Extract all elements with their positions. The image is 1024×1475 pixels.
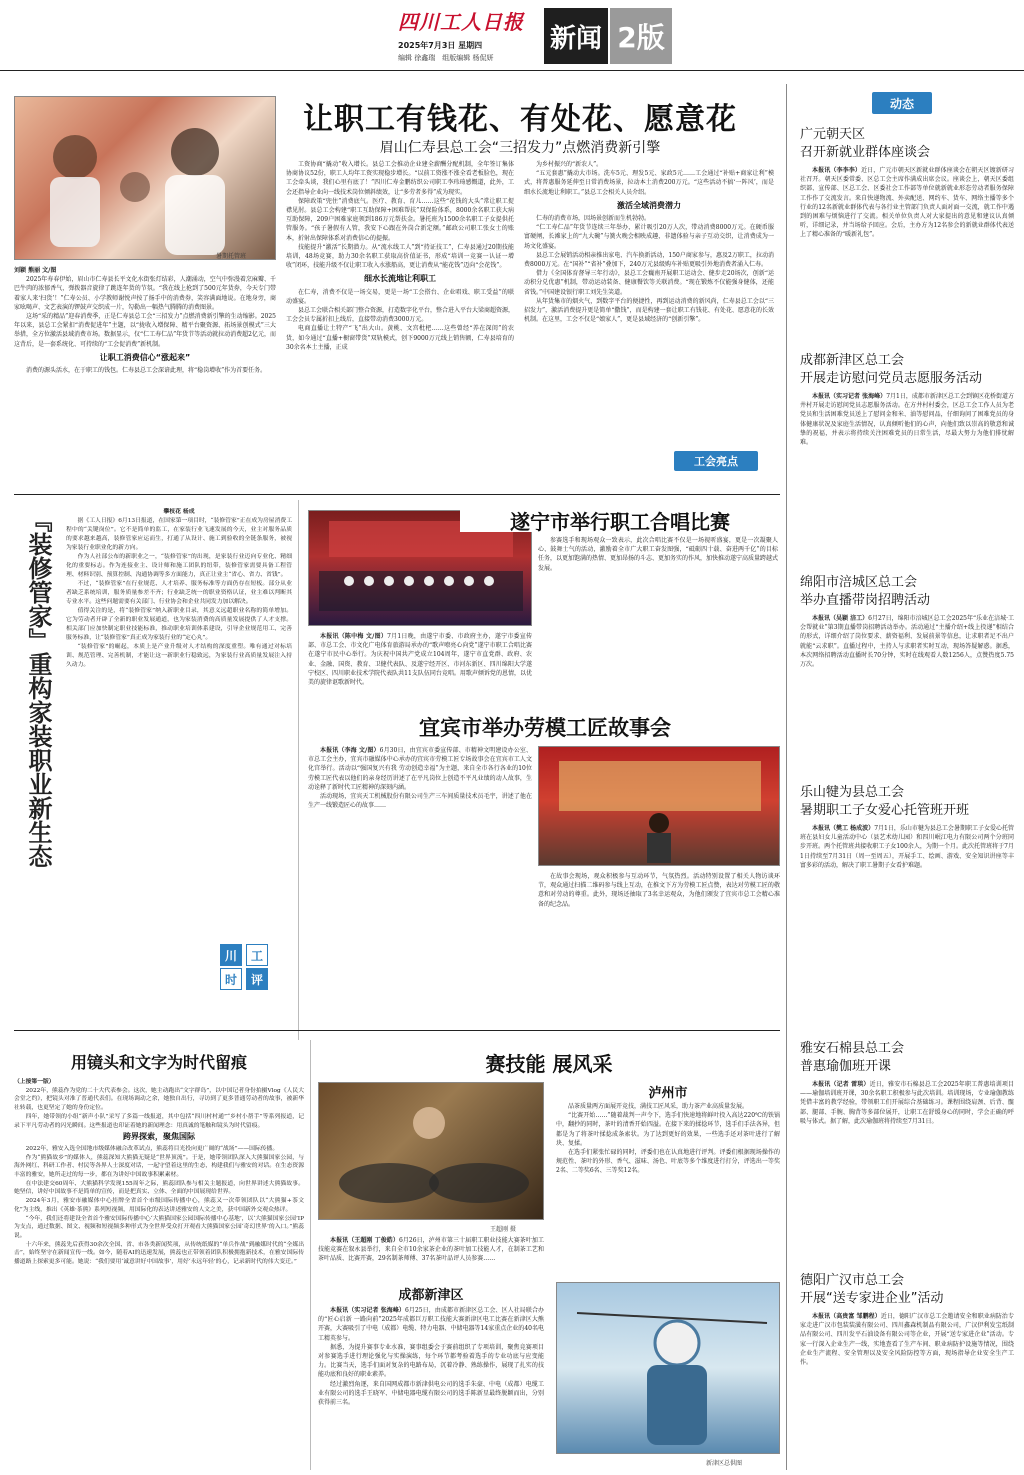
electrician-icon xyxy=(557,1283,781,1455)
lens-headline: 用镜头和文字为时代留痕 xyxy=(70,1053,247,1072)
lead-paragraph: “仁工寿仁品”年货节连续三年举办，累计吸引20万人次，带动消费8000万元。在硬币服富硬闸，长滩家上的“九大碗”与簧火晚会相映成趣，非遗体验与亲子互动交织，让消费成为一场文化盛宴。 xyxy=(524,224,774,250)
chengdu-title: 成都新津区 xyxy=(398,1288,464,1302)
sidebar-item-byline: 本报讯（樊工 杨成波） xyxy=(812,825,875,832)
lead-subhead: 细水长流地让利职工 xyxy=(364,274,436,284)
lead-paragraph: 这场“采的精品”迎春消费季，正是仁寿县总工会“三招发力”点燃消费新引擎的生动缩影。2025年以来，县总工会紧扣“消费促进年”主题，以“拢收入增保障、精平台聚资源、拓场景创模式”三大举措，全方位激活县域消费市场。数据显示，仅“仁工寿仁品”年货节等活动就拉动消费超2亿元，而这背后，是一套系统化、可持续的“工会促消费”新机制。 xyxy=(14,313,276,348)
yibin-photo xyxy=(538,746,780,866)
newspaper-logo: 四川工人日报 xyxy=(398,10,524,34)
lead-paragraph: 从年货集市的烟火气，到数字平台的便捷性，再到运动消费的新风尚，仁寿县总工会以“三招发力”，激活消费提升更是简单“撒钱”，而是构建一套让职工有钱花、有处花、愿意花的长效机制。在这里，工会不仅是“娘家人”，更是县域经济的“创新引擎”。 xyxy=(524,297,774,324)
column-divider xyxy=(310,1040,311,1470)
lens-subhead: 跨界探索，聚焦国际 xyxy=(123,1132,195,1142)
sidebar-item xyxy=(800,1040,1014,1264)
suining-paragraph: 参赛选手和现场观众一致表示，此次合唱比赛不仅是一场视听盛宴，更是一次凝聚人心、鼓舞士气的活动，激励着全市广大职工奋发图强，“砥砺四十载、奋进两千亿”的目标任务，以更加饱满的热情、更加昂扬的斗志、更加务实的作风，加快推动遂宁高质量跨越式发展。 xyxy=(538,537,778,572)
yibin-byline: 本报讯（李海 文/图） xyxy=(320,747,380,754)
chengdu-paragraph: 6月25日，由成都市新津区总工会、区人社局联合办的“匠心启新 一路向前”2025年成都巨万职工技能大赛新津区电工比赛在新津区大熊开赛，大赛吸引了中电（成都）电缆、特力电器、中储电器等14家重点企业的40名电工精英参与。 xyxy=(318,1307,544,1342)
lens-paragraph: 四年，她带领的小组“新声小队”采写了多篇一线报道，其中包括“四川村村通”“乡村小帮手”等系列报道，记录下平凡劳动者的闪光瞬间。这些报道也印证着她的新闻理念：用真诚的笔触和镜头为时代留痕。 xyxy=(14,1113,304,1129)
commentary-paragraph: 值得关注的是，将“装修管家”纳入新职业目录，其意义远超职业名称的简单增加。它为劳动者开辟了全新的职业发展通道，也为家装消费的高质量发展提供了人才支撑。相关部门应加快制定职业技能标准，推动职业培训体系建设，引导企业规范用工、完善服务标准，让“装修管家”真正成为家装行业的“定心丸”。 xyxy=(66,608,292,641)
lead-paragraph: 为乡村振兴的“新农人”。 xyxy=(536,161,603,168)
lead-headline: 让职工有钱花、有处花、愿意花 xyxy=(303,102,737,136)
sidebar-item xyxy=(800,352,1014,564)
suining-byline: 本报讯（陈中梅 文/图） xyxy=(320,633,388,640)
luzhou-title: 泸州市 xyxy=(648,1086,688,1100)
lead-paragraph: 县总工会展销活动相亲推出家电、汽车换新活动，150户商家参与，惠及2万职工，拉动消费8000万元。在“国补”“省补”叠加下，240万元县级购车补贴更吸引外地消费者涌入仁寿。 xyxy=(524,251,774,269)
sidebar-item-text: 7月1日，成都市新津区总工会到镇区花桥街道方井村开展走访慰问党员志愿服务活动。在方井村村委会，区总工会工作人员为老党员和生活困难党员送上了慰问金和米、油等慰问品，仔细询问了困难党员的身体健康状况及家庭生活情况，认真倾听他们的心声，向他们致以崇高的敬意和诚挚的祝福，并表示将持续关注困难党员的日常生活，尽最大努力为他们排忧解难。 xyxy=(800,393,1014,447)
tag-char-2: 工 xyxy=(246,944,268,966)
lens-body xyxy=(14,1078,304,1466)
lens-paragraph: 2024年3月，雅安市融媒体中心挂牌全省首个市级国际传播中心，熊蕊又一次带领团队以“大熊猫+茶文化”为主线，推出《英雄·茶熊》系列短视频，用国际化的表达讲述雅安的人文之美，获中国新外交观众热评。 xyxy=(14,1198,304,1213)
sidebar-item-title: 广元朝天区 召开新就业群体座谈会 xyxy=(800,127,931,160)
chengdu-byline: 本报讯（实习记者 张海峰） xyxy=(330,1307,406,1314)
luzhou-byline: 本报讯（王超刚 丁俊皓） xyxy=(330,1237,399,1244)
sidebar-item-text: 近日，德阳广汉市总工会邀请安全和职业病防治专家走进广汉市包装装潢有限公司、四川鑫森机制品有限公司，广汉伊利发宝纸制品有限公司、四川发平石油设备有限公司等企业，开展“送专家进企业”活动。专家一行深入企业生产一线，实地查看了生产车间、职业病防护设施等情况，围绕企业生产流程、安全管理以及安全风险防控等方面，现场指导企业安全生产工作。 xyxy=(800,1313,1014,1367)
children-photo-icon xyxy=(15,97,277,261)
yibin-paragraph: 活动现场，宜宾天工机械股份有限公司生产三车间质量技术员毛宇，讲述了他在生产一线锻造匠心的故事…… xyxy=(308,793,532,810)
lead-subheadline: 眉山仁寿县总工会“三招发力”点燃消费新引擎 xyxy=(379,140,661,155)
craft-headline: 赛技能 展风采 xyxy=(485,1052,613,1074)
lead-bottom-rule xyxy=(14,494,780,495)
commentary-paragraph: 不过，“装修管家”在行业规范、人才培养、服务标准等方面仍存在短板。部分从业者缺乏系统培训，服务质量参差不齐；行业缺乏统一的职业资格认证，业主难以判断其专业水平。这些问题需要有关部门、行业协会和企业共同发力加以解决。 xyxy=(66,581,292,605)
sidebar-item-text: 6月27日，绵阳市涪城区总工会2025年“乐业在涪城·工会帮就业”第3期直播带岗招聘活动举办。活动通过“主播介绍+线上投递”相结合的形式，详细介绍了岗位要求、薪资福利、发展前景等信息，让求职者足不出户就能“云求职”。直播过程中，主持人与求职者实时互动，现场答疑解惑。据悉，本次网络招聘活动直播时长70分钟，实时在线观看人数1256人，点赞热度5.75万次。 xyxy=(800,615,1014,669)
lens-paragraph: 在中法建交60周年、大熊猫科学发现155周年之际，熊蕊团队参与相关主题报道，向世界讲述大熊猫故事。她坚信，讲好中国故事不是简单的宣传，而是把真实、立体、全面的中国展现给世界。 xyxy=(14,1180,304,1196)
issue-date: 2025年7月3日 星期四 xyxy=(398,41,483,50)
lead-column-2 xyxy=(286,160,514,486)
yibin-body-1 xyxy=(308,746,532,1036)
chengdu-paragraph: 据悉，为提升赛事专业水准，赛事组委会于赛前组织了专项培训，聚焦竞赛项目对参赛选手进行理论强化与实操演练，每个环节都考验着选手的专业功底与应变能力。比赛当天，选手们面对复杂的电路布局，沉着冷静、熟练操作，展现了扎实的技能功底和良好的职业素养。 xyxy=(318,1343,544,1379)
sidebar-divider xyxy=(786,84,787,1470)
lead-paragraph: 技能提升“激活”长期潜力。从“流水线工人”到“持证技工”，仁寿县通过20期技能培训，48场竞赛，助力30余名职工获取高价值证书，形成“培训一竞赛一认证一增收”闭环，技能升级不仅让职工收入水涨船高，更让消费从“能花钱”迈向“会花钱”。 xyxy=(286,243,514,270)
luzhou-photo-caption: 王超刚 摄 xyxy=(490,1226,516,1233)
lens-paragraph: 作为“熊猫故乡”的媒体人，熊蕊深知大熊猫无疑是“世界顶流”。于是，她带领团队深入大熊猫国家公园，与海外网红、科研工作者、村民等各界人士深度对话，一起守望着这里的生态，构建我们与雅安的对话。在生态资源丰富的雅安，她所走过的每一步，都在为讲好中国故事积累素材。 xyxy=(14,1154,304,1179)
sidebar-badge: 动态 xyxy=(872,92,932,114)
commentary-headline: 『装修管家』重构家装职业新生态 xyxy=(24,508,52,868)
yibin-body-2 xyxy=(538,872,780,1036)
sidebar-item-byline: 本报讯（记者 雷琰） xyxy=(812,1081,870,1088)
highlight-badge: 工会亮点 xyxy=(674,451,758,471)
yibin-paragraph: 6月30日，由宜宾市委宣传部、市精神文明建设办公室、市总工会主办，宜宾市融媒体中心承办的宜宾市劳模工匠专场故事会在宜宾市工人文化宫举行。活动以“强国复兴有我 劳动创造幸福”为主题，来自全市各行各业的10位劳模工匠代表以他们的亲身经历讲述了在平凡岗位上创造不平凡业绩的动人故事，生动诠释了新时代工匠精神的深刻内涵。 xyxy=(308,747,532,791)
sidebar-item xyxy=(800,1272,1014,1468)
sidebar-item-text: 7月1日，乐山市犍为县总工会暑期职工子女爱心托管班在县妇女儿童活动中心（县艺术幼儿园）和四川岷江电力有限公司两个分班同步开班。两个托管班共接收职工子女100余人，为期一个月。此次托管班将于7月1日持续至7月31日（周一至周五），开展手工、绘画、游戏、安全知识讲座等丰富多彩的活动，解决了职工暑期子女看护难题。 xyxy=(800,825,1014,869)
lens-paragraph: 十六年来，熊蕊先后获得30余次全国、省、市各类新闻奖项，从传统纸媒的“单兵作战”到融媒时代的“全媒出击”，始终坚守在新闻宣传一线。如今，随着AI的迅速发展，熊蕊也正带领着团队积极拥抱新技术，在雅安国际传播道路上探索更多可能。她说：“我们要用‘诚意讲好中国故事’，用好‘永远年轻’的心，记录新时代的伟大变迁。” xyxy=(14,1241,304,1266)
sidebar-item-byline: 本报讯（高贵富 邹鹏程） xyxy=(812,1313,881,1320)
luzhou-paragraph: “比赛开始……”随着裁判一声令下，选手们快速地将鲜叶投入高达220℃的铁锅中，翻抄的同时，茶叶的清香开始四溢。在接下来的揉捻环节，选手们手法各异，但都是为了将茶叶揉捻成条索状。为了达到更好的效果，一些选手还对茶叶进行了解块、复揉。 xyxy=(556,1112,780,1147)
sidebar-item-byline: 本报讯（李李李） xyxy=(812,167,861,174)
lead-subhead: 让职工消费信心“涨起来” xyxy=(99,352,191,362)
lead-photo xyxy=(14,96,276,260)
tag-char-3: 时 xyxy=(220,968,242,990)
commentary-paragraph: 作为人社部公布的新职业之一，“装修管家”的出现，是家装行业迈向专业化、精细化的重要标志。作为连接业主、设计师和施工团队的纽带，装修管家需要具备工程管理、材料识别、预算控制、沟通协调等多方面能力，真正让业主“省心、省力、省钱”。 xyxy=(66,554,292,578)
sidebar-item-text: 近日，雅安市石棉县总工会2025年职工普惠培训项目——瑜伽培训班开课，30余名职工积极参与此次培训。培训现场，专业瑜伽教练凭借丰富的教学经验，带领职工们开展综合基础练习。课程围绕肩颈、后背、髋部、腿部、手腕、胸背等多部位展开，让职工在舒缓身心的同时，学会正确的呼吸与体式。据了解，此次瑜伽班将持续至7月31日。 xyxy=(800,1081,1014,1125)
lead-paragraph: 消费的源头活水，在于职工的钱包。仁寿县总工会深谙此理，将“稳岗增收”作为首要任务。 xyxy=(26,367,267,375)
suining-paragraph: 7月1日晚，由遂宁市委、市政府主办，遂宁市委宣传部、市总工会、市文化广电体育旅游局承办的“歌声嘹亮心向党”遂宁市职工合唱比赛在遂宁市民中心举行。为庆祝中国共产党成立104周年，遂宁市直党群、政府、农业、金融、国资、教育、卫健代表队、及遂宁经开区、市河东新区、四川绵阳大学遂宁校区、四川职业技术学院代表队共11支队伍同台竞唱。用歌声倾诉党的恩情，以优美的旋律讴歌新时代。 xyxy=(308,633,532,687)
lens-lead: （上接第一版） xyxy=(14,1079,55,1085)
yibin-paragraph: 在故事会现场，观众积极参与互动环节，气氛热烈。活动特别设置了相关人物访谈环节，观众通过扫描二维码参与线上互动，在推文下方为劳模工匠点赞，表达对劳模工匠的敬意和对劳动的尊重。此外，现场还抽取了3名幸运观众，为他们颁发了宜宾市总工会精心准备的纪念品。 xyxy=(538,873,780,908)
lens-paragraph: 2022年，熊蕊作为党的二十大代表参会。这次，她主动跑出“文字群岛”，以中国记者身份拍摄Vlog《人民大会堂之约》，把镜头对准了普通代表们。在现场调动之余，她独自出行，寻访到了更多普通劳动者的故事，被新华社转载，也更坚定了她的身份定位。 xyxy=(14,1087,304,1112)
page-number: 2版 xyxy=(610,8,672,64)
lead-paragraph: 在仁寿，消费不仅是一场交易，更是一场“工会搭台、企业唱戏、职工受益”的联动盛宴。 xyxy=(286,288,514,305)
sidebar-item xyxy=(800,574,1014,774)
lead-column-1 xyxy=(14,266,276,486)
lead-byline: 刘颖 熊丽 文/图 xyxy=(14,267,57,274)
lead-paragraph: “五元套惠”撬动大市场。洗车5元、理发5元、家政5元……工会通过“补贴+商家让利”模式，将普惠服务延伸至日常消费场景，拉动本土消费200万元。“这些活动不搞‘一阵风’，而是细水长流地让利职工。”县总工会相关人员介绍。 xyxy=(524,170,774,196)
luzhou-paragraph: 在选手们紧张忙碌的同时，评委们也在认真地进行评判。评委们根据现场操作的规范性、茶叶的外形、香气、滋味、汤色、叶底等多个维度进行打分，评选出一等奖2名、二等奖6名、三等奖12名。 xyxy=(556,1149,780,1175)
suining-headline: 遂宁市举行职工合唱比赛 xyxy=(460,506,780,532)
tea-making-icon xyxy=(319,1083,545,1221)
luzhou-body-1 xyxy=(318,1236,544,1278)
lead-paragraph: 电商直播让土特产“飞”出大山。黄桃、文宫枇杷……这些曾经“养在深闺”的农货，如今通过“直播+橱窗带货”双轨模式，创下9000万元线上销售额，仁寿县培育的30余名本土主播，正成 xyxy=(286,325,514,351)
commentary-body xyxy=(66,508,292,908)
commentary-paragraph: 据《工人日报》6月13日报道，在国家第一项目时，“装修管家”正在成为房屋消费工程中的“关键岗位”。它不是简单的监工，在家装行业飞速发展的今天，业主对服务品质的要求越来越高，装修管家应运而生，打通了从设计、施工到验收的全链条服务，被视为家装行业职业化的新方向。 xyxy=(66,518,292,551)
commentary-byline: 攀枝花 杨成 xyxy=(163,509,195,515)
tag-char-1: 川 xyxy=(220,944,242,966)
editor-credits: 编辑 徐鑫瑞 组版编辑 杨侃妍 xyxy=(398,54,494,62)
section-label: 新闻 xyxy=(544,8,608,64)
chengdu-photo-caption: 新津区总供图 xyxy=(706,1460,743,1467)
sidebar-item-title: 雅安石棉县总工会 普惠瑜伽班开课 xyxy=(800,1041,905,1074)
lead-photo-caption: 暑期托管班 xyxy=(216,253,247,260)
lead-paragraph: 借力《全国体育督导三年行动》，县总工会巍南开展职工运动会、健步走20场次，创新“运动积分兑优惠”机制，带动运动装备、健康餐饮等关联消费。“现在锻炼不仅能强身健体，还能省钱。”中国建设银行职工刘先生笑道。 xyxy=(524,270,774,296)
masthead-rule xyxy=(0,70,1024,71)
yibin-headline: 宜宾市举办劳模工匠故事会 xyxy=(419,716,671,740)
commentary-paragraph: “装修管家”的崛起，本质上是产业升级对人才结构的深度重塑。唯有通过对标培训、规范管理、完善机制，才能让这一新职业行稳致远，为家装行业高质量发展注入持久动力。 xyxy=(66,644,292,668)
lead-column-3 xyxy=(524,160,774,486)
luzhou-photo xyxy=(318,1082,544,1220)
mid-rule xyxy=(14,1030,780,1031)
sidebar-item xyxy=(800,784,1014,1030)
sidebar-item-title: 乐山犍为县总工会 暑期职工子女爱心托管班开班 xyxy=(800,785,970,818)
lens-paragraph: “今年，我们还将建设全省首个雅安国际传播中心‘大熊猫国家公园国际传播中心基地’，以‘大熊猫国家公园’IP为支点，通过数据、图文、视频和短视频多种形式为全世界受众打开观看大熊猫国家公园‘奇幻世界’的入口。”熊蕊说。 xyxy=(14,1215,304,1239)
lead-paragraph: 县总工会联合相关部门整合资源，打造数字化平台，整合进入平台大梁商超资源，工会会员专属折扣上线后，直接带动消费3000万元。 xyxy=(286,307,514,324)
sidebar-item-title: 成都新津区总工会 开展走访慰问党员志愿服务活动 xyxy=(800,353,983,386)
lead-paragraph: 工资协商“撬动”收入增长。县总工会推动企业建全薪酬分配机制，全年签订集体协商协议52份，职工人均年工资实现稳步增长。“以前工资涨不涨全看老板脸色，现在工会牵头谈，我们心里有底了！”四川仁寿金鹏纺织公司职工李玮琦感慨道，此外，工会还指导企业向一线技术岗位倾斜绩效，让“多劳者多得”成为现实。 xyxy=(286,161,514,196)
sidebar-item-title: 德阳广汉市总工会 开展“送专家进企业”活动 xyxy=(800,1273,944,1306)
lead-paragraph: 仁寿的消费市场，因场景创新而生机勃勃。 xyxy=(536,215,651,223)
stage-speaker-icon xyxy=(539,747,781,867)
suining-body-1 xyxy=(308,632,532,712)
sidebar-item xyxy=(800,126,1014,338)
chengdu-body xyxy=(318,1306,544,1470)
sidebar-item-byline: 本报讯（吴颖 涪工） xyxy=(812,615,869,622)
luzhou-body-2 xyxy=(556,1102,780,1272)
sidebar-item-title: 绵阳市涪城区总工会 举办直播带岗招聘活动 xyxy=(800,575,931,608)
luzhou-paragraph: 6月26日，泸州市第三十届职工职业技能大赛茶叶加工技能竞赛在叙永县举行，来自全市10余家茶企业的茶叶加工技能人才，在制茶工艺和茶叶品质、比赛开赛，29名制茶师傅、37名茶叶品评人员参赛…… xyxy=(318,1237,544,1263)
column-divider xyxy=(298,500,299,1040)
tag-char-4: 评 xyxy=(246,968,268,990)
chengdu-photo xyxy=(556,1282,780,1454)
sidebar-item-byline: 本报讯（实习记者 张海峰） xyxy=(812,393,887,400)
chengdu-paragraph: 经过激烈角逐，来自国网成都市新津供电公司的选手朱豪、中电（成都）电缆工业有限公司的选手王晓军、中储电器电缆有限公司的选手陈新星最终脱颖而出，分别获得前三名。 xyxy=(318,1380,544,1407)
lens-paragraph: 2022年，雅安入选全国地市级媒体融合改革试点，熊蕊将目光投向更广阔的“战场”——国际传播。 xyxy=(25,1145,279,1152)
lead-paragraph: 2025年寿春伊始，眉山市仁寿县长平文化水街张灯结彩，人潮涌动，空气中弥漫着烹麻瓣、千巴牛肉的浓郁香气，弹拨器音旋律了跳连年货的节氛。“我在线上抢到了500元年货券，今天专门带着家人来‘扫货’！”仁寿公员、小学教师谢悦声按了扬手中的消费券，笑容满面地说。在地身旁，商家吆喝声、文艺表演的锣鼓声交织成一片，勾勒出一幅热气腾腾的消费图景。 xyxy=(14,276,276,311)
lead-subhead: 激活全域消费潜力 xyxy=(617,200,681,210)
suining-body-2 xyxy=(538,536,778,712)
sidebar-item-text: 近日，广元市朝天区新就业群体座谈会在朝天区镀新研习社召开。朝天区委常委、区总工会主席作满成出席会议。座谈会上，朝天区委组织部、宣传部、区总工会、区委社会工作部等单位就新就业形态劳动者服务保障工作作了交流发言。来自快递物流、外卖配送、网约车、货车、网络主播等多个行业的12名新就业群体代表与各行业主管部门负责人面对面一交流，就工作中遇到的困难与烦恼进行了交流。相关单位负责人对大家提出的意见和建议认真倾听，详细记录，并当场给予回应。会后，主办方为12名参会的新就业群体代表送上了精心准备的“暖新礼包”。 xyxy=(800,167,1014,239)
lead-paragraph: 保障政策“兜住”消费底气。医疗、教育、育儿……这些“花钱的大头”常让职工捉襟见肘。县总工会构建“职工互助保障+困难帮扶”双保险体系，8000余名职工获大病互助保障，209户困难家庭领到186万元帮扶金。暑托班为1500余名职工子女提供托管服务。“孩子暑假有人管，我安下心跟在外岗合新定额。”邮政公司职工张女士的账本，折射出保障体系对消费信心的提振。 xyxy=(286,197,514,242)
luzhou-paragraph: 品茶质量两方面展开竞技，满技工匠风采，助力茶产业高质量发展。 xyxy=(568,1103,749,1110)
